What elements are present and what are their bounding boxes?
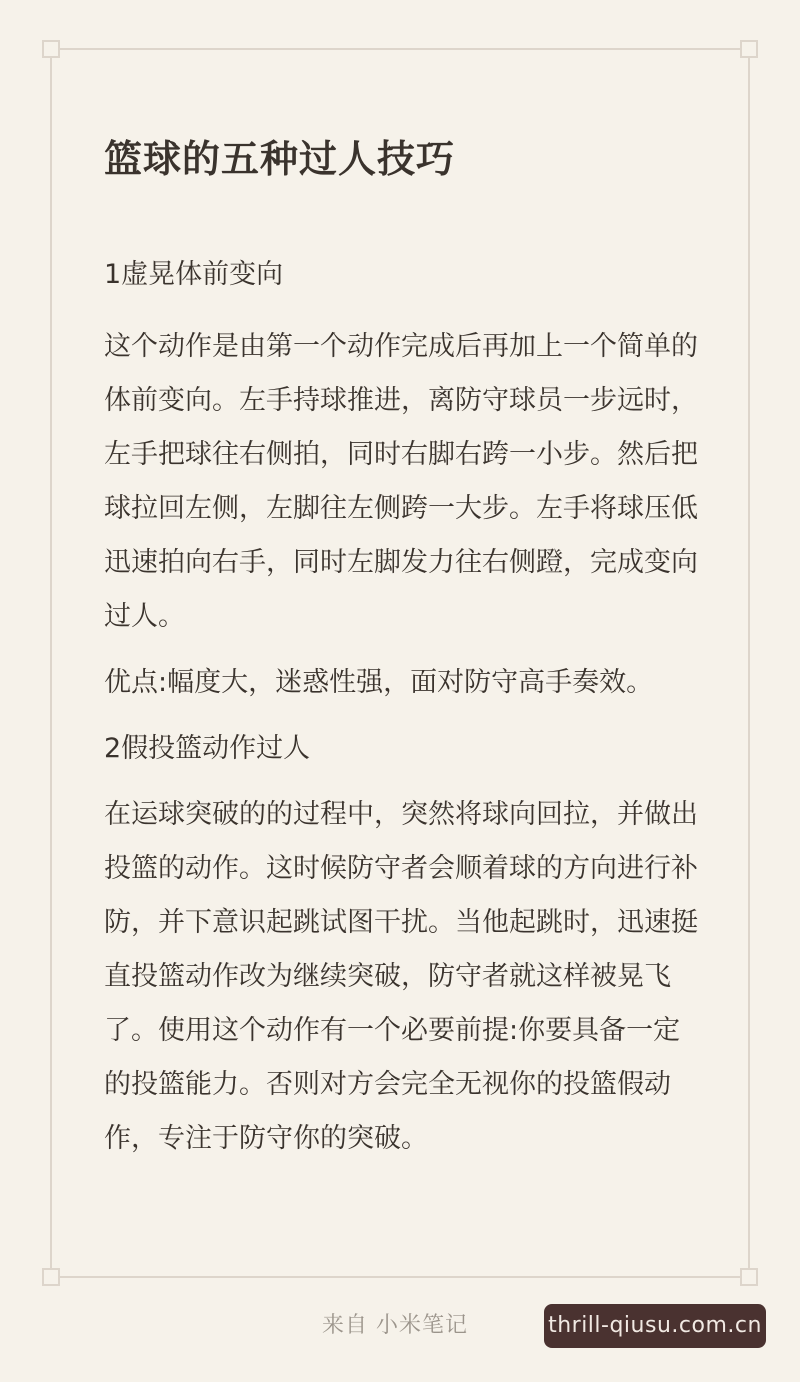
section-heading: 2假投篮动作过人 [104, 733, 311, 764]
note-body [104, 248, 700, 1178]
frame-corner-ornament [42, 40, 60, 58]
note-title: 篮球的五种过人技巧 [104, 137, 456, 181]
section-advantage-note: 优点:幅度大，迷惑性强，面对防守高手奏效。 [104, 667, 654, 698]
frame-corner-ornament [42, 1268, 60, 1286]
section-paragraph: 这个动作是由第一个动作完成后再加上一个简单的体前变向。左手持球推进，离防守球员一步远时，左手把球往右侧拍，同时右脚右跨一小步。然后把球拉回左侧，左脚往左侧跨一大步。左手将球压低迅速拍向右手，同时左脚发力往右侧蹬，完成变向过人。 [104, 331, 698, 632]
frame-corner-ornament [740, 1268, 758, 1286]
source-label: 来自 小米笔记 [322, 1313, 468, 1338]
section-paragraph: 在运球突破的的过程中，突然将球向回拉，并做出投篮的动作。这时候防守者会顺着球的方向进行补防，并下意识起跳试图干扰。当他起跳时，迅速挺直投篮动作改为继续突破，防守者就这样被晃飞了。使用这个动作有一个必要前提:你要具备一定的投篮能力。否则对方会完全无视你的投篮假动作，专注于防守你的突破。 [104, 799, 698, 1154]
frame-corner-ornament [740, 40, 758, 58]
section-heading: 1虚晃体前变向 [104, 259, 284, 290]
site-watermark: thrill-qiusu.com.cn [544, 1304, 766, 1348]
